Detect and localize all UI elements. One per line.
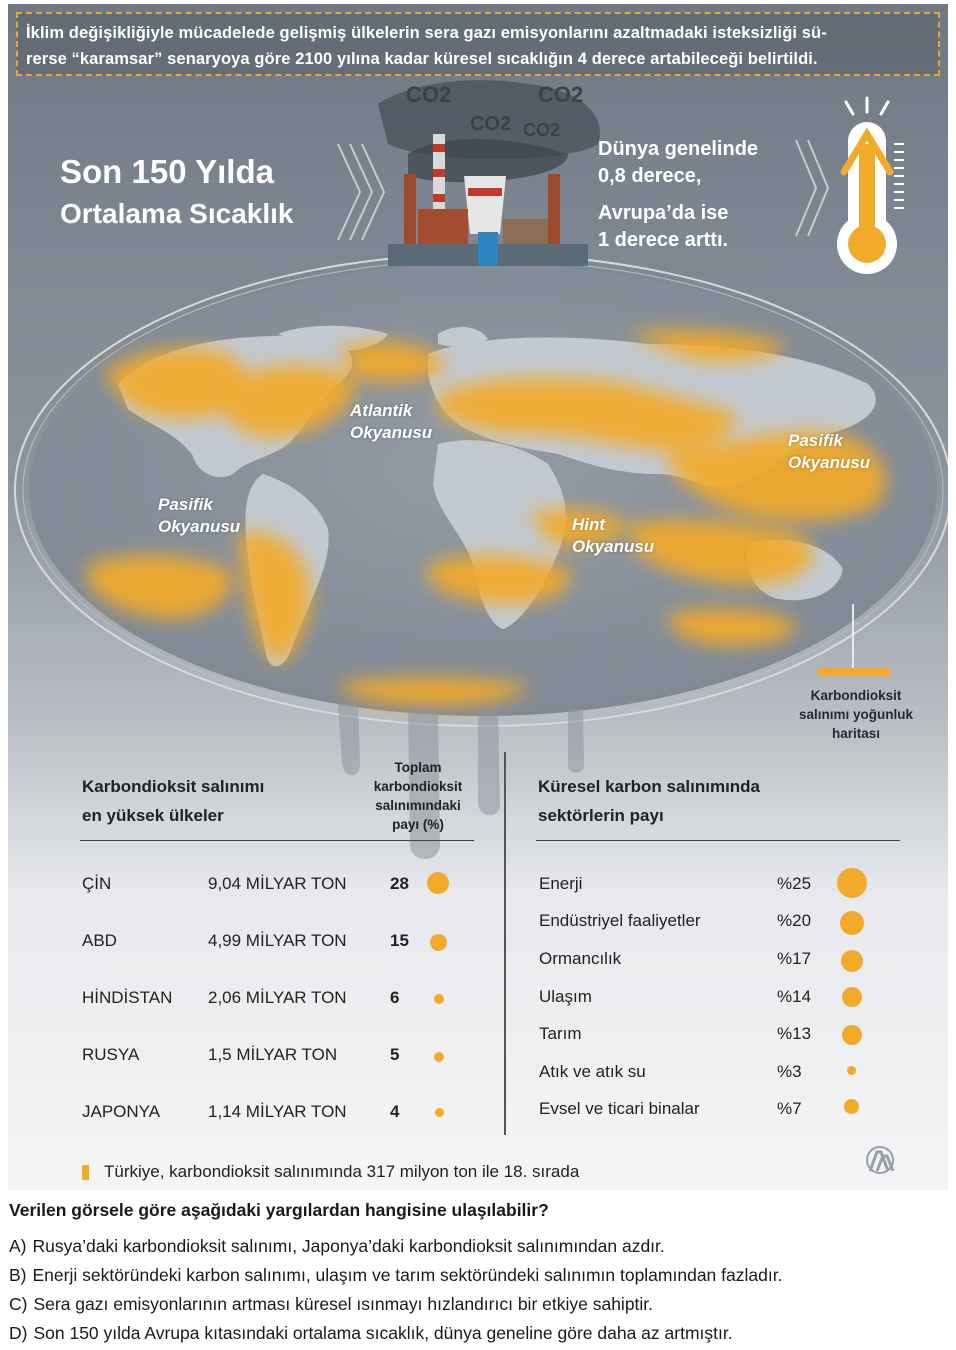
sector-share: %3 — [777, 1062, 802, 1081]
sector-dot — [844, 1099, 859, 1114]
chevron-right-icon-2 — [796, 140, 828, 236]
legend-leader-line — [852, 604, 854, 668]
sectors-heading — [538, 772, 760, 830]
country-amount: 9,04 MİLYAR TON — [208, 874, 347, 893]
headline-line-2: rerse “karamsar” senaryoya göre 2100 yılına kadar küresel sıcaklığın 4 derece artabileceği belirtildi. — [26, 50, 818, 68]
country-share: 6 — [390, 988, 400, 1007]
option-text: Son 150 yılda Avrupa kıtasındaki ortalama sıcaklık, dünya geneline göre daha az artmıştır. — [33, 1323, 733, 1343]
sector-name: Tarım — [539, 1024, 582, 1043]
country-name: RUSYA — [82, 1045, 140, 1064]
chevron-right-icon — [338, 144, 384, 240]
title-line-2: Ortalama Sıcaklık — [60, 198, 294, 229]
share-dot — [435, 1108, 444, 1117]
ocean-pacific-west-2: Okyanusu — [158, 517, 241, 536]
ocean-pacific-east-2: Okyanusu — [788, 453, 871, 472]
co2-label-4: CO2 — [523, 120, 561, 140]
ocean-pacific-east-1: Pasifik — [788, 431, 843, 450]
ocean-label-indian — [572, 514, 654, 558]
ocean-indian-2: Okyanusu — [572, 537, 655, 556]
sector-dot — [842, 1025, 862, 1045]
factory-illustration — [378, 80, 600, 266]
sector-share: %17 — [777, 949, 812, 968]
sector-name: Endüstriyel faaliyetler — [539, 911, 701, 930]
ocean-pacific-west-1: Pasifik — [158, 495, 213, 514]
footnote: Türkiye, karbondioksit salınımında 317 milyon ton ile 18. sırada — [104, 1162, 580, 1181]
sector-dot — [847, 1066, 856, 1075]
map-legend-1: Karbondioksit — [810, 688, 902, 703]
sector-dot — [841, 950, 863, 972]
option-d[interactable] — [9, 1323, 733, 1344]
map-legend-3: haritası — [831, 726, 881, 741]
ocean-label-pacific-west — [158, 494, 240, 538]
temperature-rise-text — [598, 136, 758, 254]
country-name: ABD — [82, 931, 117, 950]
sector-name: Enerji — [539, 874, 583, 893]
option-text: Enerji sektöründeki karbon salınımı, ulaşım ve tarım sektöründeki salınımın toplamından fazladır. — [32, 1265, 783, 1285]
country-amount: 2,06 MİLYAR TON — [208, 988, 347, 1007]
share-dot — [430, 934, 447, 951]
share-heading-2: karbondioksit — [373, 779, 463, 794]
option-b[interactable] — [9, 1265, 782, 1286]
sector-dot — [842, 987, 862, 1007]
country-share: 15 — [390, 931, 409, 950]
share-heading — [364, 758, 472, 834]
legend-swatch — [818, 668, 890, 676]
thermometer-icon — [837, 98, 904, 274]
aa-logo-icon — [864, 1144, 896, 1174]
share-heading-1: Toplam — [394, 760, 442, 775]
country-amount: 4,99 MİLYAR TON — [208, 931, 347, 950]
sector-share: %25 — [777, 874, 812, 893]
countries-heading — [82, 772, 264, 830]
infographic — [8, 4, 948, 1190]
country-amount: 1,5 MİLYAR TON — [208, 1045, 338, 1064]
co2-label-3: CO2 — [470, 113, 512, 135]
country-name: JAPONYA — [82, 1102, 161, 1121]
sector-name: Ulaşım — [539, 987, 592, 1006]
sectors-heading-1: Küresel karbon salınımında — [538, 777, 761, 796]
sector-share: %7 — [777, 1099, 802, 1118]
country-share: 4 — [390, 1102, 400, 1121]
country-name: ÇİN — [82, 874, 112, 893]
share-heading-4: payı (%) — [392, 817, 444, 832]
country-name: HİNDİSTAN — [82, 988, 173, 1007]
share-dot — [434, 994, 444, 1004]
rise-line-2: 0,8 derece, — [598, 165, 702, 187]
sectors-heading-2: sektörlerin payı — [538, 806, 664, 825]
sectors-divider — [536, 840, 900, 841]
option-c[interactable] — [9, 1294, 653, 1315]
sector-dot — [840, 911, 864, 935]
ocean-label-pacific-east — [788, 430, 870, 474]
country-amount: 1,14 MİLYAR TON — [208, 1102, 347, 1121]
page-title — [60, 152, 293, 236]
map-legend-2: salınımı yoğunluk — [798, 707, 914, 722]
option-text: Rusya’daki karbondioksit salınımı, Japonya’daki karbondioksit salınımından azdır. — [32, 1236, 665, 1256]
sector-dot — [837, 868, 867, 898]
countries-heading-1: Karbondioksit salınımı — [82, 777, 265, 796]
sector-name: Evsel ve ticari binalar — [539, 1099, 700, 1118]
headline-box — [16, 12, 940, 76]
title-line-1: Son 150 Yılda — [60, 153, 274, 190]
ocean-label-atlantic — [350, 400, 432, 444]
co2-label-2: CO2 — [538, 82, 584, 107]
ocean-atlantic-1: Atlantik — [350, 401, 413, 420]
sector-share: %20 — [777, 911, 812, 930]
sector-name: Atık ve atık su — [539, 1062, 646, 1081]
rise-line-1: Dünya genelinde — [598, 138, 759, 160]
sector-share: %14 — [777, 987, 812, 1006]
share-heading-3: salınımındaki — [375, 798, 461, 813]
share-dot — [434, 1052, 444, 1062]
ocean-atlantic-2: Okyanusu — [350, 423, 433, 442]
ocean-indian-1: Hint — [572, 515, 606, 534]
headline — [26, 20, 934, 72]
option-label: C) — [9, 1294, 28, 1314]
country-share: 5 — [390, 1045, 400, 1064]
question: Verilen görsele göre aşağıdaki yargılardan hangisine ulaşılabilir? — [9, 1200, 549, 1220]
rise-line-3: Avrupa’da ise — [598, 202, 729, 224]
country-share: 28 — [390, 874, 409, 893]
option-label: B) — [9, 1265, 27, 1285]
headline-line-1: İklim değişikliğiyle mücadelede gelişmiş ülkelerin sera gazı emisyonlarını azaltmadaki isteksizliği sü- — [26, 24, 827, 42]
option-text: Sera gazı emisyonlarının artması küresel ısınmayı hızlandırıcı bir etkiye sahiptir. — [33, 1294, 654, 1314]
co2-label-1: CO2 — [406, 82, 452, 107]
countries-divider — [80, 840, 474, 841]
sector-share: %13 — [777, 1024, 812, 1043]
option-label: D) — [9, 1323, 28, 1343]
option-a[interactable] — [9, 1236, 665, 1257]
option-label: A) — [9, 1236, 27, 1256]
share-dot — [427, 872, 449, 894]
map-legend — [778, 686, 934, 743]
rise-line-4: 1 derece arttı. — [598, 229, 729, 251]
sector-name: Ormancılık — [539, 949, 622, 968]
tables-divider — [504, 752, 506, 1135]
footnote-marker — [82, 1165, 89, 1180]
countries-heading-2: en yüksek ülkeler — [82, 806, 224, 825]
